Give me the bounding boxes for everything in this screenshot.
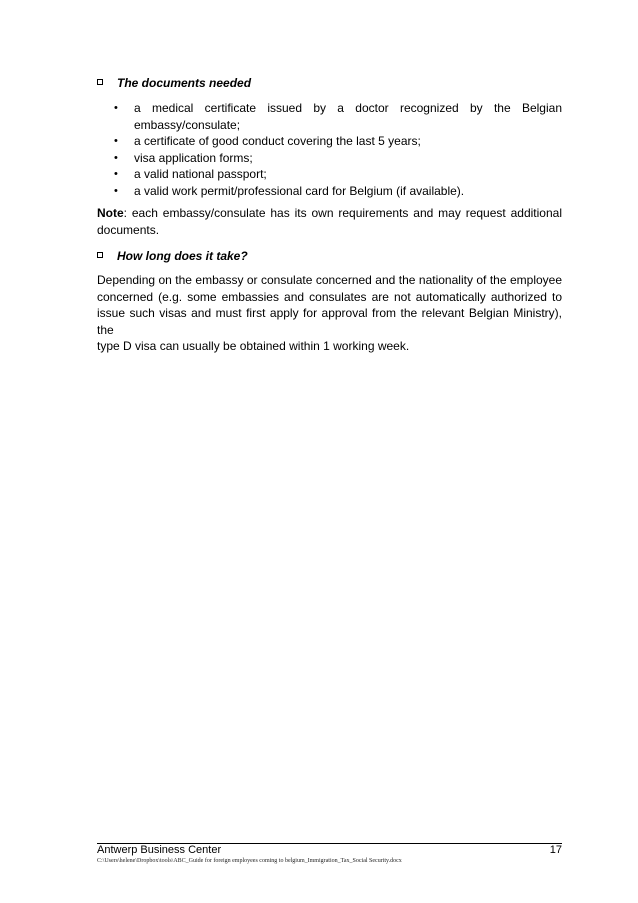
list-item-text: a valid work permit/professional card for Belgium (if available). xyxy=(134,183,465,198)
bullet-icon: • xyxy=(114,184,118,197)
list-item-text: a medical certificate issued by a doctor recognized by the Belgian xyxy=(134,101,562,115)
list-item xyxy=(114,133,562,150)
note-paragraph xyxy=(97,205,562,238)
bullet-icon: • xyxy=(114,168,118,181)
list-item-text-continued: embassy/consulate; xyxy=(134,117,241,132)
paragraph-line: Depending on the embassy or consulate concerned and the nationality of the employee xyxy=(97,273,562,287)
list-item xyxy=(114,150,562,167)
list-item xyxy=(114,166,562,183)
checkbox-bullet-icon xyxy=(97,79,103,85)
bullet-icon: • xyxy=(114,102,118,114)
duration-paragraph xyxy=(97,272,562,355)
list-item-text: a valid national passport; xyxy=(134,167,267,182)
bullet-icon: • xyxy=(114,135,118,148)
page-number: 17 xyxy=(549,844,562,856)
footer-file-path: C:\Users\helene\Dropbox\tools\ABC_Guide for foreign employees coming to belgium_Immigration_Tax_Social Security.docx xyxy=(97,858,402,864)
list-item-text: a certificate of good conduct covering the last 5 years; xyxy=(134,134,421,149)
note-line: documents. xyxy=(97,222,160,237)
list-item xyxy=(114,183,562,200)
heading-text: How long does it take? xyxy=(117,249,248,263)
documents-list xyxy=(114,100,562,200)
bullet-icon: • xyxy=(114,151,118,164)
paragraph-line: type D visa can usually be obtained within 1 working week. xyxy=(97,339,410,354)
footer-company: Antwerp Business Center xyxy=(97,844,222,856)
paragraph-line: concerned (e.g. some embassies and consulates are not automatically authorized to xyxy=(97,289,562,304)
note-line xyxy=(97,205,562,222)
list-item-text: visa application forms; xyxy=(134,150,253,165)
heading-text: The documents needed xyxy=(117,76,252,90)
checkbox-bullet-icon xyxy=(97,252,103,258)
list-item xyxy=(114,100,562,133)
note-label: Note xyxy=(97,206,124,220)
note-text: : each embassy/consulate has its own requirements and may request additional xyxy=(123,206,562,220)
paragraph-line: issue such visas and must first apply for approval from the relevant Belgian Ministry), the xyxy=(97,306,562,337)
